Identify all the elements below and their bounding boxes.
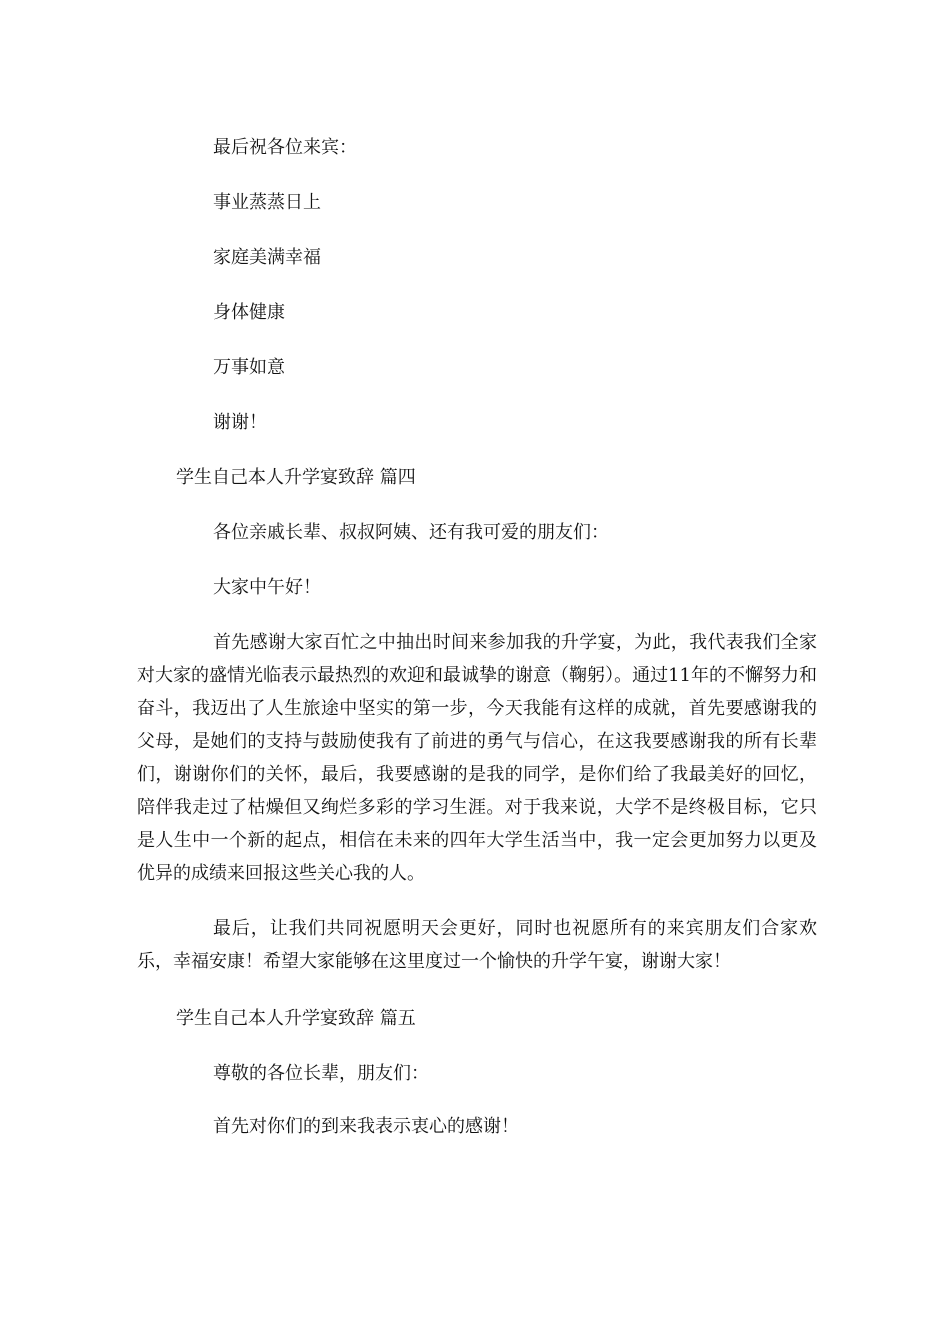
speech-4-paragraph-1: 首先感谢大家百忙之中抽出时间来参加我的升学宴，为此，我代表我们全家对大家的盛情光临表示最热烈的欢迎和最诚挚的谢意（鞠躬）。通过11年的不懈努力和奋斗，我迈出了人生旅途中坚实的第一步，今天我能有这样的成就，首先要感谢我的父母，是她们的支持与鼓励使我有了前进的勇气与信心，在这我要感谢我的所有长辈们，谢谢你们的关怀，最后，我要感谢的是我的同学，是你们给了我最美好的回忆，陪伴我走过了枯燥但又绚烂多彩的学习生涯。对于我来说，大学不是终极目标，它只是人生中一个新的起点，相信在未来的四年大学生活当中，我一定会更加努力以更及优异的成绩来回报这些关心我的人。 (137, 632, 817, 884)
closing-wishes-intro: 最后祝各位来宾： (213, 137, 357, 158)
speech-4-salutation: 各位亲戚长辈、叔叔阿姨、还有我可爱的朋友们： (213, 522, 609, 543)
speech-4-paragraph-2: 最后，让我们共同祝愿明天会更好，同时也祝愿所有的来宾朋友们合家欢乐，幸福安康！希望大家能够在这里度过一个愉快的升学午宴，谢谢大家！ (137, 918, 817, 972)
wish-family: 家庭美满幸福 (213, 247, 321, 268)
thanks-line: 谢谢！ (213, 412, 267, 433)
wish-all-well: 万事如意 (213, 357, 285, 378)
speech-5-heading: 学生自己本人升学宴致辞 篇五 (176, 1008, 416, 1029)
speech-5-salutation: 尊敬的各位长辈，朋友们： (213, 1063, 429, 1084)
speech-4-greeting: 大家中午好！ (213, 577, 321, 598)
speech-5-opening: 首先对你们的到来我表示衷心的感谢！ (213, 1116, 519, 1137)
wish-health: 身体健康 (213, 302, 285, 323)
speech-4-heading: 学生自己本人升学宴致辞 篇四 (176, 467, 416, 488)
wish-career: 事业蒸蒸日上 (213, 192, 321, 213)
